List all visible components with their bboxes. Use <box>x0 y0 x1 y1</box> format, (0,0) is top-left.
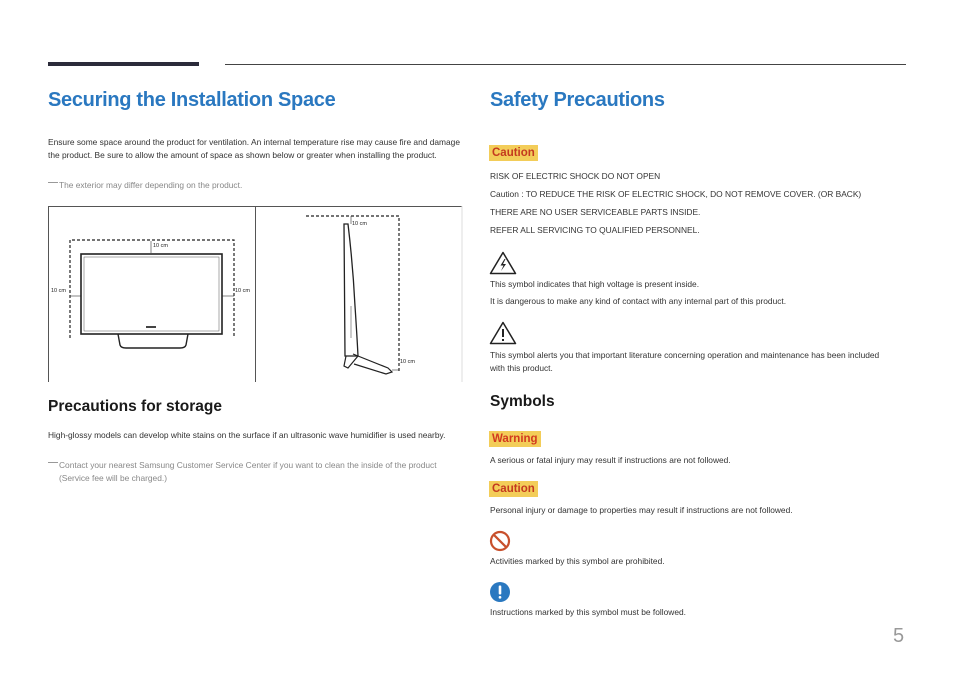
storage-heading: Precautions for storage <box>48 398 222 415</box>
header-rule <box>225 64 906 65</box>
literature-text: This symbol alerts you that important literature concerning operation and maintenance has been included with this product. <box>490 350 880 373</box>
note-dash <box>48 182 58 183</box>
storage-note: Contact your nearest Samsung Customer Service Center if you want to clean the inside of the product (Service fee will be charged.) <box>59 460 437 483</box>
symbols-heading: Symbols <box>490 393 555 410</box>
installation-intro: Ensure some space around the product for ventilation. An internal temperature rise may cause fire and damage the product. Be sure to allow the amount of space as shown below or greater when installing the product. <box>48 137 461 160</box>
front-top-clearance-label: 10 cm <box>153 243 168 249</box>
installation-space-title: Securing the Installation Space <box>48 89 336 111</box>
mandatory-icon <box>489 581 511 603</box>
front-view <box>51 240 250 348</box>
side-bottom-clearance-label: 10 cm <box>400 359 415 365</box>
installation-diagram <box>48 206 463 382</box>
header-accent-bar <box>48 62 199 66</box>
symbols-caution-text: Personal injury or damage to properties may result if instructions are not followed. <box>490 505 793 515</box>
warning-text: A serious or fatal injury may result if instructions are not followed. <box>490 455 731 465</box>
front-left-clearance-label: 10 cm <box>51 288 66 294</box>
literature-alert-icon <box>489 321 517 345</box>
installation-diagram-svg <box>48 206 463 382</box>
exterior-note: The exterior may differ depending on the product. <box>59 180 243 190</box>
symbols-caution-badge: Caution <box>489 481 538 497</box>
caution-line-3: THERE ARE NO USER SERVICEABLE PARTS INSIDE. <box>490 207 701 217</box>
note-dash <box>48 462 58 463</box>
caution-line-1: RISK OF ELECTRIC SHOCK DO NOT OPEN <box>490 171 661 181</box>
page-number: 5 <box>893 625 905 647</box>
caution-badge: Caution <box>489 145 538 161</box>
prohibited-text: Activities marked by this symbol are prohibited. <box>490 556 665 566</box>
front-right-clearance-label: 10 cm <box>235 288 250 294</box>
side-top-clearance-label: 10 cm <box>352 221 367 227</box>
warning-badge: Warning <box>489 431 541 447</box>
voltage-line-2: It is dangerous to make any kind of contact with any internal part of this product. <box>490 296 787 306</box>
voltage-line-1: This symbol indicates that high voltage is present inside. <box>490 279 700 289</box>
caution-line-4: REFER ALL SERVICING TO QUALIFIED PERSONNEL. <box>490 225 700 235</box>
side-view <box>306 216 415 374</box>
mandatory-text: Instructions marked by this symbol must be followed. <box>490 607 686 617</box>
safety-precautions-title: Safety Precautions <box>490 89 665 111</box>
high-voltage-warning-icon <box>489 251 517 275</box>
storage-text: High-glossy models can develop white stains on the surface if an ultrasonic wave humidifier is used nearby. <box>48 430 446 440</box>
caution-line-2: Caution : TO REDUCE THE RISK OF ELECTRIC SHOCK, DO NOT REMOVE COVER. (OR BACK) <box>490 189 862 199</box>
prohibited-icon <box>489 530 511 552</box>
